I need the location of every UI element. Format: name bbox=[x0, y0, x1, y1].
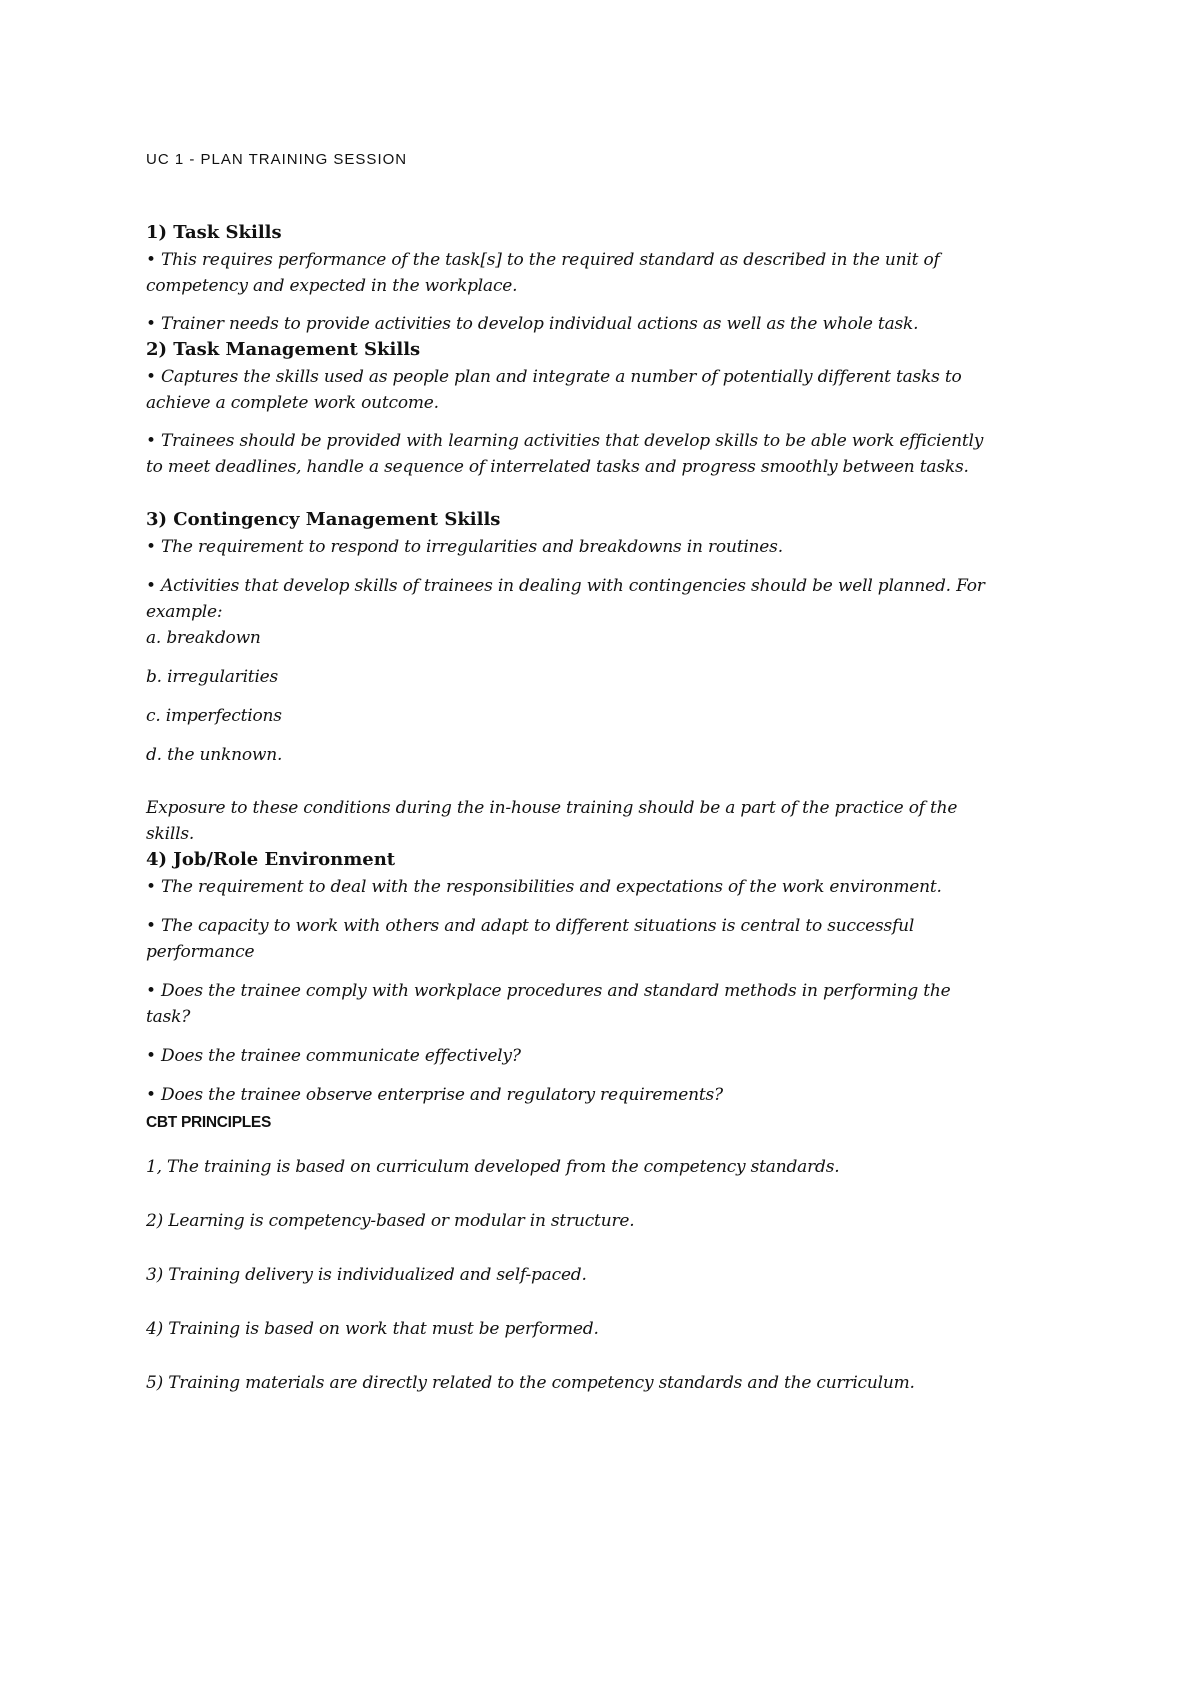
body-line: • The requirement to respond to irregularities and breakdowns in routines. bbox=[146, 537, 783, 557]
cbt-principle-item: 2) Learning is competency-based or modular in structure. bbox=[146, 1211, 635, 1231]
cbt-principle-item: 3) Training delivery is individualized and self-paced. bbox=[146, 1265, 587, 1285]
body-line: task? bbox=[146, 1007, 191, 1027]
section-heading-task-management-skills: 2) Task Management Skills bbox=[146, 339, 421, 360]
body-line: • Trainer needs to provide activities to develop individual actions as well as the whole task. bbox=[146, 314, 919, 334]
body-line: to meet deadlines, handle a sequence of interrelated tasks and progress smoothly between tasks. bbox=[146, 457, 969, 477]
body-line: • Does the trainee observe enterprise and regulatory requirements? bbox=[146, 1085, 723, 1105]
list-item: c. imperfections bbox=[146, 706, 282, 726]
body-line: achieve a complete work outcome. bbox=[146, 393, 439, 413]
section-heading-contingency-management-skills: 3) Contingency Management Skills bbox=[146, 509, 501, 530]
section-heading-task-skills: 1) Task Skills bbox=[146, 222, 282, 243]
body-line: • Does the trainee communicate effectively? bbox=[146, 1046, 521, 1066]
body-line: • The capacity to work with others and adapt to different situations is central to successful bbox=[146, 916, 915, 936]
list-item: b. irregularities bbox=[146, 667, 279, 687]
body-line: example: bbox=[146, 602, 223, 622]
cbt-principle-item: 5) Training materials are directly related to the competency standards and the curriculum. bbox=[146, 1373, 915, 1393]
list-item: d. the unknown. bbox=[146, 745, 283, 765]
body-line: • Captures the skills used as people plan and integrate a number of potentially different tasks to bbox=[146, 367, 962, 387]
body-line: • Does the trainee comply with workplace procedures and standard methods in performing the bbox=[146, 981, 951, 1001]
section-heading-job-role-environment: 4) Job/Role Environment bbox=[146, 849, 396, 870]
body-line: • This requires performance of the task[s] to the required standard as described in the unit of bbox=[146, 250, 940, 270]
body-line: • Activities that develop skills of trainees in dealing with contingencies should be well planned. For bbox=[146, 576, 985, 596]
document-title: UC 1 - PLAN TRAINING SESSION bbox=[146, 151, 408, 168]
cbt-principle-item: 4) Training is based on work that must be performed. bbox=[146, 1319, 599, 1339]
body-line: performance bbox=[146, 942, 255, 962]
cbt-principle-item: 1, The training is based on curriculum developed from the competency standards. bbox=[146, 1157, 840, 1177]
body-line: competency and expected in the workplace. bbox=[146, 276, 518, 296]
cbt-principles-heading: CBT PRINCIPLES bbox=[146, 1114, 271, 1131]
list-item: a. breakdown bbox=[146, 628, 261, 648]
body-line: skills. bbox=[146, 824, 195, 844]
body-line: • The requirement to deal with the responsibilities and expectations of the work environment. bbox=[146, 877, 942, 897]
body-line: Exposure to these conditions during the in-house training should be a part of the practice of the bbox=[146, 798, 958, 818]
body-line: • Trainees should be provided with learning activities that develop skills to be able work efficiently bbox=[146, 431, 984, 451]
